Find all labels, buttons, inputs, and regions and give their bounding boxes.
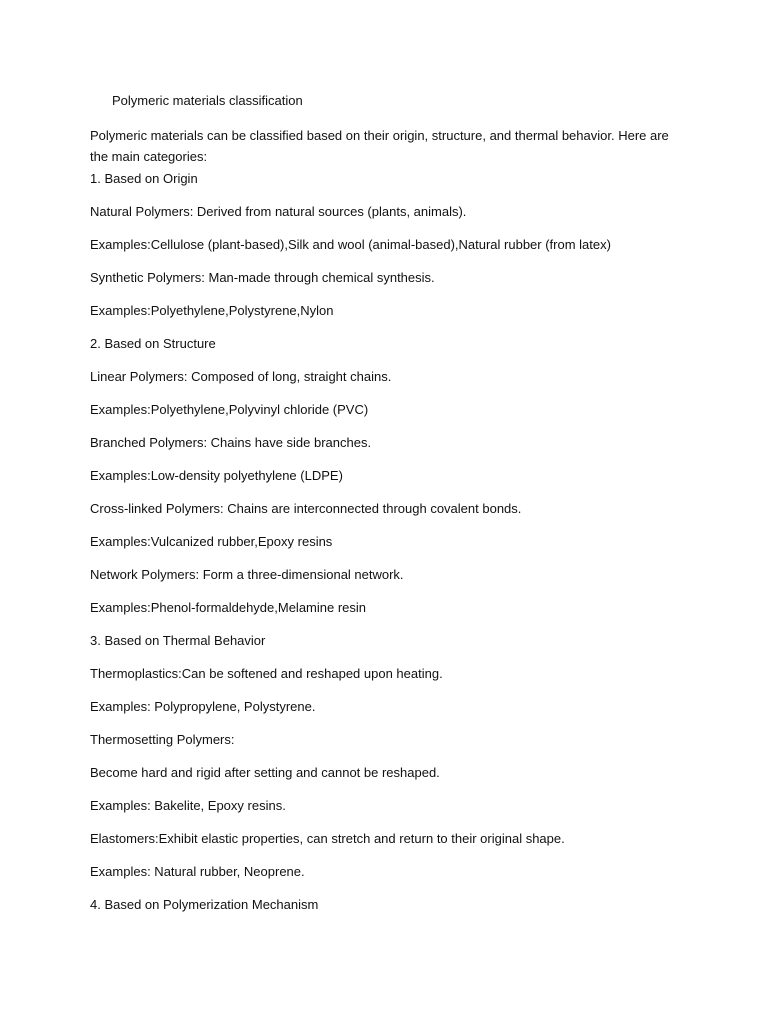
section-heading-origin: 1. Based on Origin [90, 171, 198, 186]
paragraph-branched-examples: Examples:Low-density polyethylene (LDPE) [90, 468, 343, 483]
paragraph-network-polymers: Network Polymers: Form a three-dimensional network. [90, 567, 404, 582]
paragraph-linear-polymers: Linear Polymers: Composed of long, straight chains. [90, 369, 392, 384]
intro-paragraph: Polymeric materials can be classified based on their origin, structure, and thermal behavior. Here are the main categories: [90, 128, 669, 164]
paragraph-elastomers: Elastomers:Exhibit elastic properties, can stretch and return to their original shape. [90, 831, 565, 846]
paragraph-thermosetting-examples: Examples: Bakelite, Epoxy resins. [90, 798, 286, 813]
paragraph-crosslinked-examples: Examples:Vulcanized rubber,Epoxy resins [90, 534, 333, 549]
paragraph-synthetic-polymers: Synthetic Polymers: Man-made through chemical synthesis. [90, 270, 435, 285]
paragraph-thermoplastics-examples: Examples: Polypropylene, Polystyrene. [90, 699, 316, 714]
paragraph-natural-polymers: Natural Polymers: Derived from natural sources (plants, animals). [90, 204, 467, 219]
section-heading-polymerization: 4. Based on Polymerization Mechanism [90, 897, 319, 912]
document-title: Polymeric materials classification [112, 93, 303, 108]
paragraph-thermosetting-description: Become hard and rigid after setting and cannot be reshaped. [90, 765, 440, 780]
paragraph-thermosetting-polymers: Thermosetting Polymers: [90, 732, 235, 747]
section-heading-thermal: 3. Based on Thermal Behavior [90, 633, 266, 648]
paragraph-branched-polymers: Branched Polymers: Chains have side branches. [90, 435, 372, 450]
paragraph-network-examples: Examples:Phenol-formaldehyde,Melamine resin [90, 600, 367, 615]
paragraph-linear-examples: Examples:Polyethylene,Polyvinyl chloride (PVC) [90, 402, 369, 417]
document-body [90, 125, 690, 929]
paragraph-crosslinked-polymers: Cross-linked Polymers: Chains are interconnected through covalent bonds. [90, 501, 522, 516]
paragraph-thermoplastics: Thermoplastics:Can be softened and reshaped upon heating. [90, 666, 443, 681]
paragraph-synthetic-examples: Examples:Polyethylene,Polystyrene,Nylon [90, 303, 334, 318]
section-heading-structure: 2. Based on Structure [90, 336, 216, 351]
paragraph-natural-examples: Examples:Cellulose (plant-based),Silk and wool (animal-based),Natural rubber (from latex) [90, 237, 611, 252]
paragraph-elastomers-examples: Examples: Natural rubber, Neoprene. [90, 864, 305, 879]
